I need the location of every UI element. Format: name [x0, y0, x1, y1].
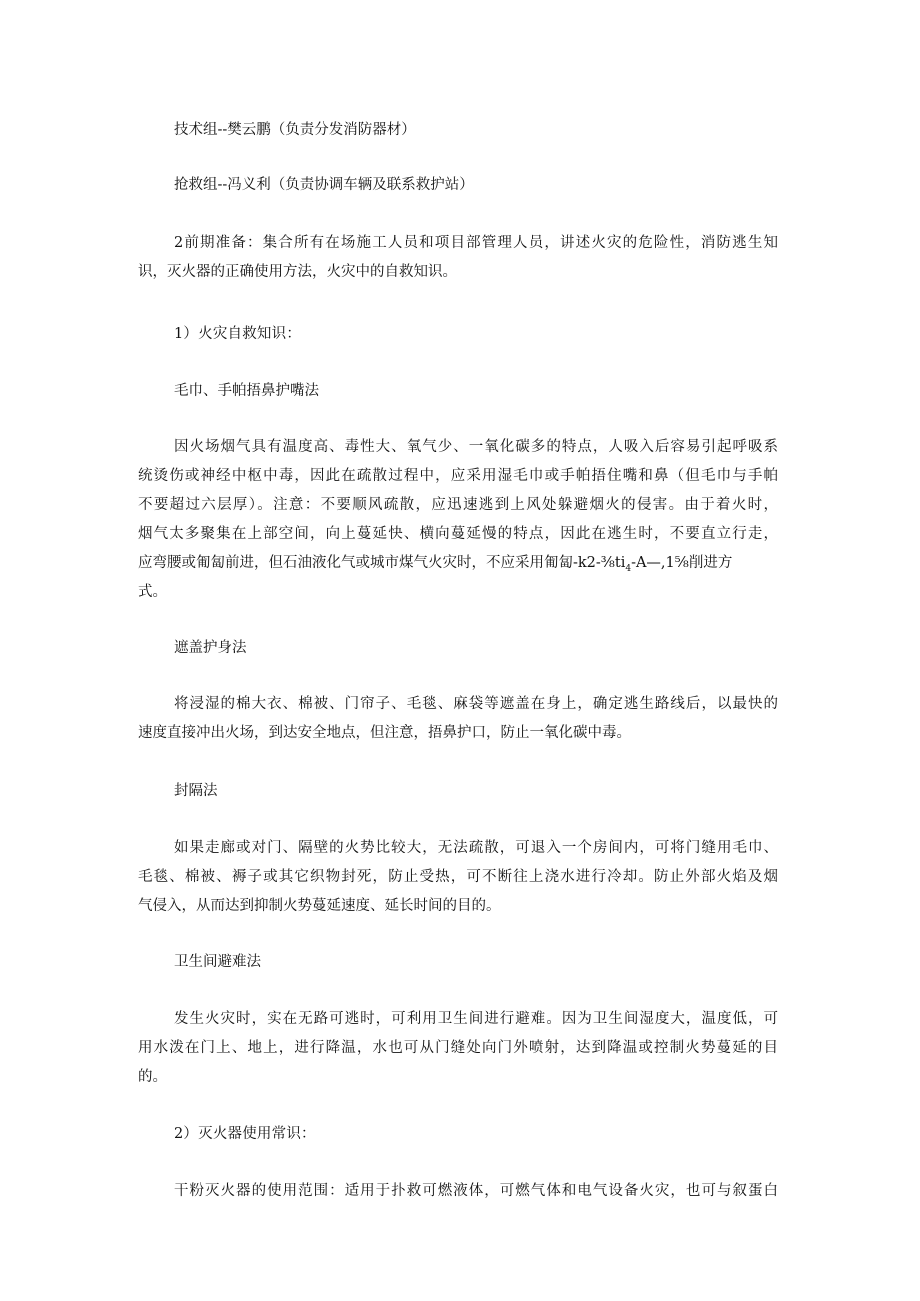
- text-line-extinguisher-1: 干粉灭火器的使用范围：适用于扑救可燃液体，可燃气体和电气设备火灾，也可与叙蛋白: [174, 1183, 778, 1199]
- text-line-towel-5: [138, 549, 778, 578]
- text-line-towel-3: 不要超过六层厚）。注意：不要顺风疏散，应迅速逃到上风处躲避烟火的侵害。由于着火时，: [138, 497, 778, 513]
- text-line-tech-group: 技术组--樊云鹏（负责分发消防器材）: [174, 122, 416, 138]
- text-line-bathroom-3: 的。: [138, 1069, 167, 1085]
- text-line-towel-6: 式。: [138, 584, 167, 600]
- text-line-rescue-group: 抢救组--冯义利（负责协调车辆及联系救护站）: [174, 177, 474, 193]
- text-line-towel-5-a: 应弯腰或匍匐前进，但石油液化气或城市煤气火灾时，不应采用匍匐-k2-⅜ti: [138, 555, 626, 571]
- text-line-towel-4: 烟气太多聚集在上部空间，向上蔓延快、横向蔓延慢的特点，因此在逃生时，不要直立行走，: [138, 526, 778, 542]
- text-line-seal-3: 气侵入，从而达到抑制火势蔓延速度、延长时间的目的。: [138, 898, 501, 914]
- text-line-cover-2: 速度直接冲出火场，到达安全地点，但注意，捂鼻护口，防止一氧化碳中毒。: [138, 725, 631, 741]
- subheading-seal-method: 封隔法: [174, 783, 218, 799]
- text-line-cover-1: 将浸湿的棉大衣、棉被、门帘子、毛毯、麻袋等遮盖在身上，确定逃生路线后，以最快的: [174, 696, 778, 712]
- subheading-towel-method: 毛巾、手帕捂鼻护嘴法: [174, 383, 319, 399]
- text-line-bathroom-1: 发生火灾时，实在无路可逃时，可利用卫生间进行避难。因为卫生间湿度大，温度低，可: [174, 1011, 778, 1027]
- section-heading-fire-self-rescue: 1）火灾自救知识：: [174, 326, 302, 342]
- text-line-preparation-2: 识，灭火器的正确使用方法，火灾中的自救知识。: [138, 264, 457, 280]
- subheading-cover-method: 遮盖护身法: [174, 640, 247, 656]
- text-line-towel-5-b: -A—,1⅝削进方: [631, 555, 733, 571]
- text-line-towel-1: 因火场烟气具有温度高、毒性大、氧气少、一氧化碳多的特点，人吸入后容易引起呼吸系: [174, 439, 778, 455]
- text-line-seal-1: 如果走廊或对门、隔壁的火势比较大，无法疏散，可退入一个房间内，可将门缝用毛巾、: [174, 840, 778, 856]
- text-line-seal-2: 毛毯、棉被、褥子或其它织物封死，防止受热，可不断往上浇水进行冷却。防止外部火焰及烟: [138, 869, 778, 885]
- section-heading-extinguisher: 2）灭火器使用常识：: [174, 1126, 316, 1142]
- text-line-bathroom-2: 用水泼在门上、地上，进行降温，水也可从门缝处向门外喷射，达到降温或控制火势蔓延的目: [138, 1040, 778, 1056]
- text-line-preparation-1: 2前期准备：集合所有在场施工人员和项目部管理人员，讲述火灾的危险性，消防逃生知: [174, 235, 778, 251]
- text-line-towel-2: 统烫伤或神经中枢中毒，因此在疏散过程中，应采用湿毛巾或手帕捂住嘴和鼻（但毛巾与手帕: [138, 468, 778, 484]
- subheading-bathroom-method: 卫生间避难法: [174, 954, 261, 970]
- text-line-towel-5-sub: 4: [625, 563, 632, 574]
